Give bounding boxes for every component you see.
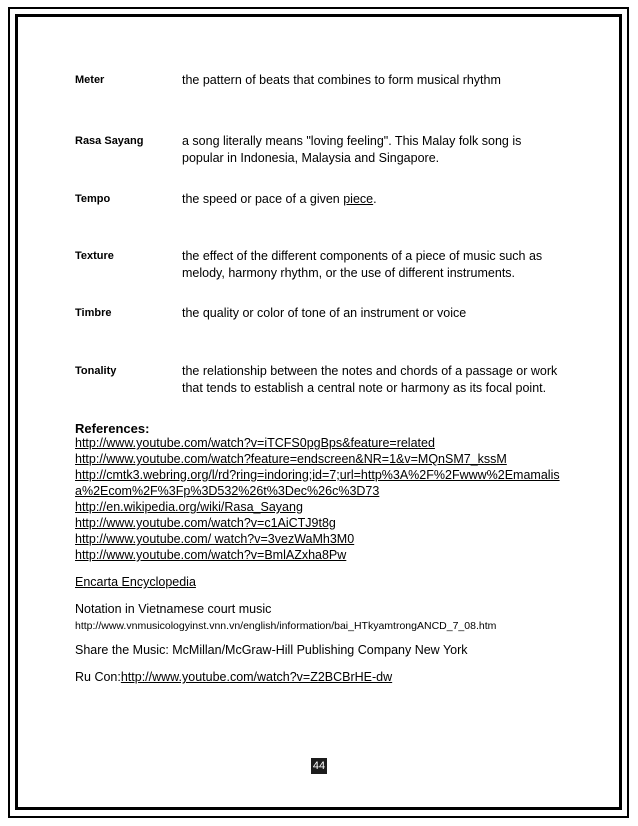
encarta-link[interactable]: Encarta Encyclopedia [75,575,196,589]
notation-url: http://www.vnmusicologyinst.vnn.vn/english/information/bai_HTkyamtrongANCD_7_08.htm [75,620,497,632]
page-number: 44 [312,760,326,772]
definition-line: popular in Indonesia, Malaysia and Singapore. [182,151,440,165]
term-rasa-sayang: Rasa Sayang [75,135,144,147]
term-tempo: Tempo [75,193,111,205]
definition-text: . [373,192,377,206]
reference-link[interactable]: http://www.youtube.com/ watch?v=3vezWaMh3M0 [75,532,355,546]
reference-link[interactable]: http://www.youtube.com/watch?v=BmlAZxha8Pw [75,548,347,562]
definition-line: the relationship between the notes and chords of a passage or work [182,364,558,378]
definition-line: the effect of the different components of a piece of music such as [182,249,543,263]
term-texture: Texture [75,250,114,262]
definition-tempo [182,191,572,208]
piece-link[interactable]: piece [343,192,374,206]
term-timbre: Timbre [75,307,112,319]
definition-rasa-sayang [182,133,572,167]
ru-con-link[interactable]: http://www.youtube.com/watch?v=Z2BCBrHE-dw [120,670,393,684]
reference-link[interactable]: a%2Ecom%2F%3Fp%3D532%26t%3Dec%26c%3D73 [75,484,380,498]
ru-con-reference [75,670,392,684]
references-heading: References: [75,421,150,436]
definition-tonality [182,363,572,397]
share-the-music: Share the Music: McMillan/McGraw-Hill Publishing Company New York [75,643,468,657]
notation-title: Notation in Vietnamese court music [75,602,272,616]
ru-con-label: Ru Con: [75,670,121,684]
definition-texture [182,248,572,282]
definition-line: a song literally means "loving feeling". This Malay folk song is [182,134,522,148]
definition-line: melody, harmony rhythm, or the use of different instruments. [182,266,516,280]
reference-link[interactable]: http://www.youtube.com/watch?v=c1AiCTJ9t8g [75,516,336,530]
definition-text: the speed or pace of a given [182,192,344,206]
term-meter: Meter [75,74,105,86]
definition-line: that tends to establish a central note or harmony as its focal point. [182,381,547,395]
definition-meter: the pattern of beats that combines to form musical rhythm [182,73,501,87]
reference-link[interactable]: http://cmtk3.webring.org/l/rd?ring=indoring;id=7;url=http%3A%2F%2Fwww%2Emamalis [75,468,560,482]
reference-link[interactable]: http://www.youtube.com/watch?feature=endscreen&NR=1&v=MQnSM7_kssM [75,452,507,466]
reference-link[interactable]: http://en.wikipedia.org/wiki/Rasa_Sayang [75,500,303,514]
definition-timbre: the quality or color of tone of an instrument or voice [182,306,467,320]
term-tonality: Tonality [75,365,117,377]
reference-link[interactable]: http://www.youtube.com/watch?v=iTCFS0pgBps&feature=related [75,436,435,450]
